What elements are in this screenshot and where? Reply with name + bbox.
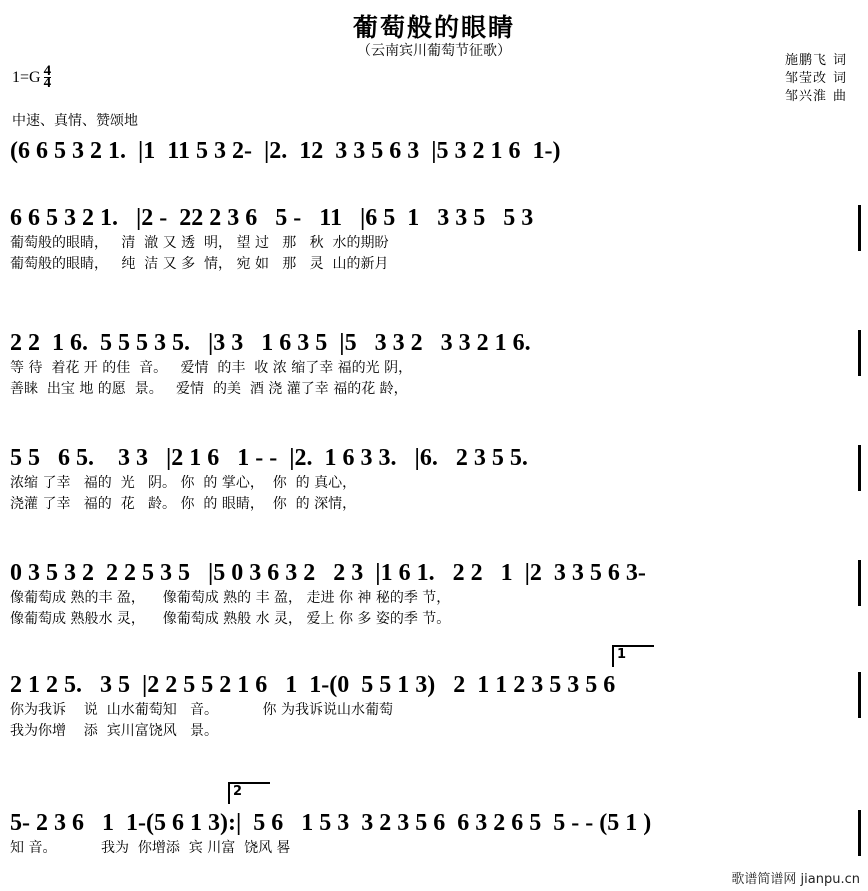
lyric-line-1: 葡萄般的眼睛， 清 澈 又 透 明， 望 过 那 秋 水的期盼 [10, 235, 389, 251]
second-ending-bracket [228, 782, 270, 804]
lyric-line-1: 你为我诉 说 山水葡萄知 音。 你 为我诉说山水葡萄 [10, 702, 394, 718]
lyric-line-1: 等 待 着花 开 的佳 音。 爱情 的丰 收 浓 缩了幸 福的光 阴， [10, 360, 413, 376]
notation-line: 6 6 5 3 2 1. |2 - 22 2 3 6 5 - 11 |6 5 1 3 3 5 5 3 [10, 205, 534, 231]
credit-role: 词 [832, 71, 846, 86]
music-system-6 [0, 672, 868, 740]
credit-name: 邹兴淮 [784, 89, 827, 104]
lyric-line-2: 像葡萄成 熟般水 灵， 像葡萄成 熟般 水 灵， 爱上 你 多 姿的季 节。 [10, 611, 451, 627]
watermark-text: 歌谱简谱网 jianpu.cn [731, 872, 860, 887]
credit-line [785, 88, 846, 106]
key-signature-block [12, 63, 52, 91]
second-ending-label: 2 [233, 784, 243, 799]
credit-name: 施鹏飞 [784, 53, 827, 68]
credit-role: 词 [832, 53, 846, 68]
barline-right [858, 672, 861, 718]
lyric-line-2: 我为你增 添 宾川富饶风 景。 [10, 723, 219, 739]
notation-line: 5 5 6 5. 3 3 |2 1 6 1 - - |2. 1 6 3 3. |6. 2 3 5 5. [10, 445, 528, 471]
notation-line: 2 2 1 6. 5 5 5 3 5. |3 3 1 6 3 5 |5 3 3 2 3 3 2 1 6. [10, 330, 531, 356]
credit-line [785, 52, 846, 70]
watermark [731, 868, 860, 887]
music-system-7 [0, 810, 868, 857]
music-system-1 [0, 138, 868, 165]
lyric-line-2: 善睐 出宝 地 的愿 景。 爱情 的美 酒 浇 灌了幸 福的花 龄， [10, 381, 408, 397]
notation-line: 0 3 5 3 2 2 2 5 3 5 |5 0 3 6 3 2 2 3 |1 6 1. 2 2 1 |2 3 3 5 6 3- [10, 560, 646, 586]
barline-right [858, 560, 861, 606]
barline-right [858, 330, 861, 376]
barline-right [858, 205, 861, 251]
page-title: 葡萄般的眼睛 [352, 13, 515, 42]
music-system-2 [0, 205, 868, 273]
lyric-line-1: 知 音。 我为 你增添 宾 川富 饶风 晷 [10, 840, 291, 856]
credits-block [785, 52, 846, 106]
credit-name: 邹莹改 [784, 71, 827, 86]
time-signature-denominator: 4 [43, 75, 52, 91]
lyric-line-1: 像葡萄成 熟的丰 盈， 像葡萄成 熟的 丰 盈， 走进 你 神 秘的季 节， [10, 590, 451, 606]
lyric-line-2: 浇灌 了幸 福的 花 龄。 你 的 眼睛， 你 的 深情， [10, 496, 357, 512]
credit-role: 曲 [832, 89, 846, 104]
credit-line [785, 70, 846, 88]
barline-right [858, 810, 861, 856]
music-system-5 [0, 560, 868, 628]
music-system-3 [0, 330, 868, 398]
tempo-expression: 中速、真情、赞颂地 [12, 113, 138, 129]
lyric-line-2: 葡萄般的眼睛， 纯 洁 又 多 情， 宛 如 那 灵 山的新月 [10, 256, 389, 272]
page-subtitle: （云南宾川葡萄节征歌） [357, 43, 511, 59]
barline-right [858, 445, 861, 491]
notation-line: 2 1 2 5. 3 5 |2 2 5 5 2 1 6 1 1-(0 5 5 1 3) 2 1 1 2 3 5 3 5 6 [10, 672, 616, 698]
notation-line: 5- 2 3 6 1 1-(5 6 1 3):| 5 6 1 5 3 3 2 3 5 6 6 3 2 6 5 5 - - (5 1 ) [10, 810, 652, 836]
notation-line: (6 6 5 3 2 1. |1 11 5 3 2- |2. 12 3 3 5 6 3 |5 3 2 1 6 1-) [10, 138, 561, 164]
first-ending-label: 1 [617, 647, 627, 662]
key-signature: 1=G [12, 68, 41, 86]
music-system-4 [0, 445, 868, 513]
time-signature [43, 63, 52, 91]
lyric-line-1: 浓缩 了幸 福的 光 阴。 你 的 掌心， 你 的 真心， [10, 475, 357, 491]
first-ending-bracket [612, 645, 654, 667]
time-signature-numerator: 4 [43, 63, 52, 79]
